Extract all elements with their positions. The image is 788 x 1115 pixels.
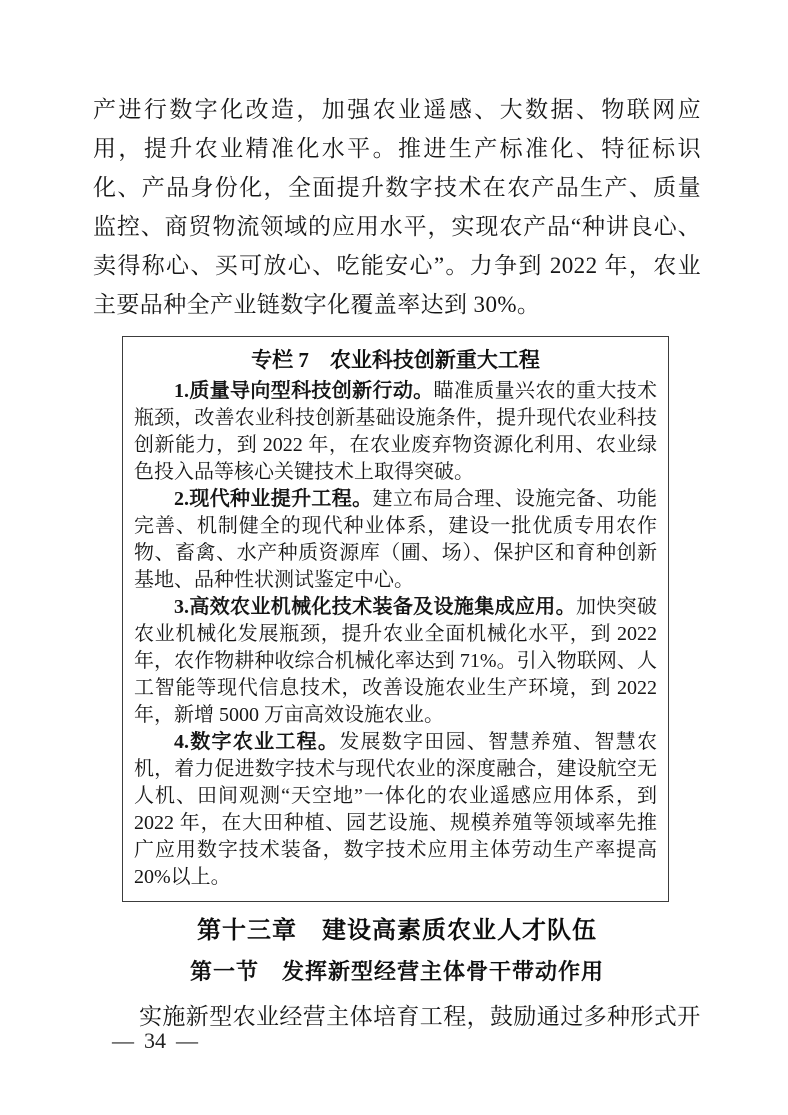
box-item-1-lead: 1.质量导向型科技创新行动。 [174, 380, 434, 402]
box-item-2-lead: 2.现代种业提升工程。 [174, 488, 373, 510]
box-item-2 [134, 486, 657, 594]
page-number: 34 [144, 1028, 166, 1053]
footer-dash-left: — [112, 1028, 134, 1053]
box-item-2-body: 建立布局合理、设施完备、功能完善、机制健全的现代种业体系，建设一批优质专用农作物、畜禽、水产种质资源库（圃、场）、保护区和育种创新基地、品种性状测试鉴定中心。 [134, 488, 658, 591]
page-content [93, 90, 701, 1033]
page-footer [112, 1026, 198, 1056]
footer-dash-right: — [176, 1028, 198, 1053]
box-item-1-body: 瞄准质量兴农的重大技术瓶颈，改善农业科技创新基础设施条件，提升现代农业科技创新能力，到 2022 年，在农业废弃物资源化利用、农业绿色投入品等核心关键技术上取得突破。 [134, 380, 658, 483]
chapter-heading: 第十三章 建设高素质农业人才队伍 [197, 917, 597, 944]
paragraph-bottom: 实施新型农业经营主体培育工程，鼓励通过多种形式开 [139, 1004, 701, 1029]
box-item-1 [134, 378, 657, 486]
special-column-box [122, 336, 669, 902]
box-item-3-lead: 3.高效农业机械化技术装备及设施集成应用。 [174, 596, 576, 618]
box-item-4-body: 发展数字田园、智慧养殖、智慧农机，着力促进数字技术与现代农业的深度融合，建设航空无人机、田间观测“天空地”一体化的农业遥感应用体系，到 2022 年，在大田种植、园艺设施、规模养殖等领域率先推广应用数字技术装备，数字技术应用主体劳动生产率提高 20%以上。 [134, 731, 658, 888]
box-item-4 [134, 729, 657, 891]
section-heading: 第一节 发挥新型经营主体骨干带动作用 [189, 959, 604, 984]
paragraph-top: 产进行数字化改造，加强农业遥感、大数据、物联网应用，提升农业精准化水平。推进生产标准化、特征标识化、产品身份化，全面提升数字技术在农产品生产、质量监控、商贸物流领域的应用水平，实现农产品“种讲良心、卖得称心、买可放心、吃能安心”。力争到 2022 年，农业主要品种全产业链数字化覆盖率达到 30%。 [93, 97, 701, 317]
box-item-3 [134, 594, 657, 729]
box-item-3-body: 加快突破农业机械化发展瓶颈，提升农业全面机械化水平，到 2022 年，农作物耕种收综合机械化率达到 71%。引入物联网、人工智能等现代信息技术，改善设施农业生产环境，到 2022 年，新增 5000 万亩高效设施农业。 [134, 596, 658, 726]
box-item-4-lead: 4.数字农业工程。 [174, 731, 340, 753]
box-title: 专栏 7 农业科技创新重大工程 [251, 348, 540, 372]
